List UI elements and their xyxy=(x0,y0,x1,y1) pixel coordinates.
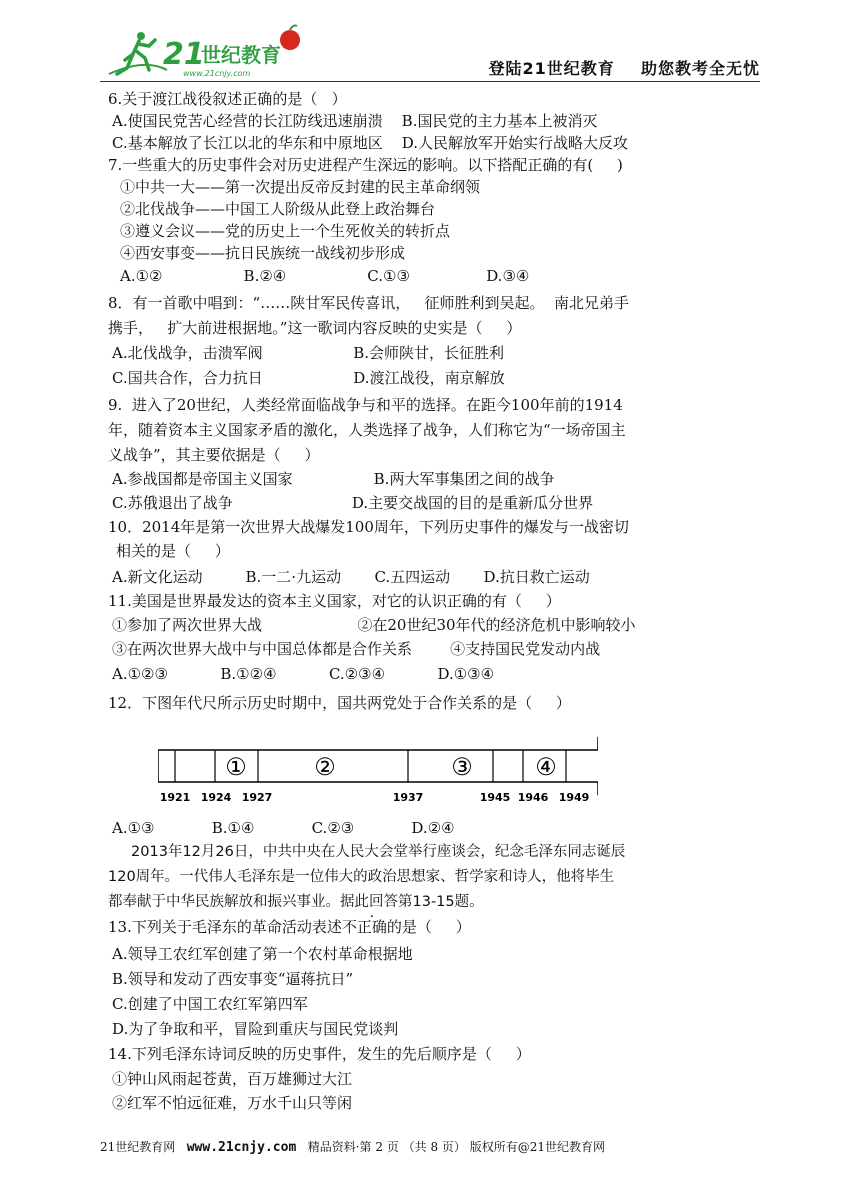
question-11-options: A.①②③ B.①②④ C.②③④ D.①③④ xyxy=(112,665,495,683)
question-13-option-d: D.为了争取和平，冒险到重庆与国民党谈判 xyxy=(112,1020,399,1038)
question-13-stem xyxy=(108,916,471,938)
question-7-item-3: ③遵义会议——党的历史上一个生死攸关的转折点 xyxy=(120,222,451,240)
year-label: 1924 xyxy=(200,791,232,803)
question-7-options: A.①② B.②④ C.①③ D.③④ xyxy=(120,267,530,285)
question-11-stem: 11.美国是世界最发达的资本主义国家，对它的认识正确的有（ ） xyxy=(108,592,561,610)
reading-passage-line-1: 2013年12月26日，中共中央在人民大会堂举行座谈会，纪念毛泽东同志诞辰 xyxy=(108,844,626,860)
question-8-options-cd: C.国共合作，合力抗日 D.渡江战役，南京解放 xyxy=(112,369,505,387)
period-label: ③ xyxy=(451,753,473,781)
year-label: 1921 xyxy=(159,791,191,803)
question-6-stem: 6.关于渡江战役叙述正确的是（ ） xyxy=(108,90,347,108)
logo-text: 世纪教育 xyxy=(201,43,281,67)
question-6-options-cd: C.基本解放了长江以北的华东和中原地区 D.人民解放军开始实行战略大反攻 xyxy=(112,134,629,152)
year-ruler xyxy=(158,735,598,803)
question-10-stem-cont: 相关的是（ ） xyxy=(116,542,230,560)
question-7-item-1: ①中共一大——第一次提出反帝反封建的民主革命纲领 xyxy=(120,178,481,196)
question-8-stem: 8．有一首歌中唱到：“……陕甘军民传喜讯， 征师胜利到吴起。 南北兄弟手 xyxy=(108,294,630,312)
period-label: ① xyxy=(225,753,247,781)
question-13-emphasis: 正确 xyxy=(356,918,387,936)
year-label: 1949 xyxy=(558,791,590,803)
question-10-stem: 10．2014年是第一次世界大战爆发100周年，下列历史事件的爆发与一战密切 xyxy=(108,518,629,536)
question-13-option-a: A.领导工农红军创建了第一个农村革命根据地 xyxy=(112,945,413,963)
logo xyxy=(105,18,305,82)
footer-site-link[interactable]: www.21cnjy.com xyxy=(186,1140,297,1155)
runner-icon xyxy=(109,32,167,74)
question-7-item-4: ④西安事变——抗日民族统一战线初步形成 xyxy=(120,244,406,262)
question-10-options: A.新文化运动 B.一二·九运动 C.五四运动 D.抗日救亡运动 xyxy=(112,568,590,586)
question-9-stem-cont: 年，随着资本主义国家矛盾的激化，人类选择了战争，人们称它为“一场帝国主 xyxy=(108,421,626,439)
footer-right: 精品资料·第 2 页 （共 8 页） 版权所有@21世纪教育网 xyxy=(296,1140,605,1154)
reading-passage-line-3: 都奉献于中华民族解放和振兴事业。据此回答第13-15题。 xyxy=(108,894,484,910)
question-9-stem-end: 义战争”，其主要依据是（ ） xyxy=(108,446,320,464)
header-slogan: 登陆21世纪教育 助您教考全无忧 xyxy=(488,59,760,78)
question-13-stem-a: 13.下列关于毛泽东的革命活动表述不 xyxy=(108,918,357,936)
question-12-options: A.①③ B.①④ C.②③ D.②④ xyxy=(112,819,455,837)
year-label: 1945 xyxy=(479,791,511,803)
logo-number: 21 xyxy=(163,37,205,72)
page-header xyxy=(100,18,760,82)
question-14-item-1: ①钟山风雨起苍黄，百万雄狮过大江 xyxy=(112,1070,353,1088)
question-13-stem-c: 的是（ ） xyxy=(386,918,471,936)
year-label: 1946 xyxy=(517,791,549,803)
question-14-stem: 14.下列毛泽东诗词反映的历史事件，发生的先后顺序是（ ） xyxy=(108,1045,531,1063)
question-11-items-12: ①参加了两次世界大战 ②在20世纪30年代的经济危机中影响较小 xyxy=(112,616,636,634)
year-label: 1927 xyxy=(241,791,273,803)
question-13-option-b: B.领导和发动了西安事变“逼蒋抗日” xyxy=(112,970,354,988)
period-label: ④ xyxy=(535,753,557,781)
question-7-stem: 7.一些重大的历史事件会对历史进程产生深远的影响。以下搭配正确的有( ) xyxy=(108,156,623,174)
year-label: 1937 xyxy=(392,791,424,803)
question-13-option-c: C.创建了中国工农红军第四军 xyxy=(112,995,308,1013)
question-7-item-2: ②北伐战争——中国工人阶级从此登上政治舞台 xyxy=(120,200,436,218)
question-11-items-34: ③在两次世界大战中与中国总体都是合作关系 ④支持国民党发动内战 xyxy=(112,640,601,658)
apple-icon xyxy=(280,30,300,50)
question-9-stem: 9. 进入了20世纪，人类经常面临战争与和平的选择。在距今100年前的1914 xyxy=(108,396,623,414)
question-8-options-ab: A.北伐战争，击溃军阀 B.会师陕甘，长征胜利 xyxy=(112,344,504,362)
question-14-item-2: ②红军不怕远征难，万水千山只等闲 xyxy=(112,1094,353,1112)
page-footer xyxy=(100,1138,760,1155)
reading-passage-line-2: 120周年。一代伟人毛泽东是一位伟大的政治思想家、哲学家和诗人，他将毕生 xyxy=(108,869,615,885)
header-divider xyxy=(100,81,760,82)
footer-left: 21世纪教育网 xyxy=(100,1140,187,1154)
question-12-stem: 12．下图年代尺所示历史时期中，国共两党处于合作关系的是（ ） xyxy=(108,694,571,712)
question-8-stem-cont: 携手， 扩大前进根据地。”这一歌词内容反映的史实是（ ） xyxy=(108,319,522,337)
period-label: ② xyxy=(314,753,336,781)
question-9-options-ab: A.参战国都是帝国主义国家 B.两大军事集团之间的战争 xyxy=(112,470,555,488)
question-6-options-ab: A.使国民党苦心经营的长江防线迅速崩溃 B.国民党的主力基本上被消灭 xyxy=(112,112,598,130)
logo-url: www.21cnjy.com xyxy=(183,69,251,78)
question-9-options-cd: C.苏俄退出了战争 D.主要交战国的目的是重新瓜分世界 xyxy=(112,494,594,512)
